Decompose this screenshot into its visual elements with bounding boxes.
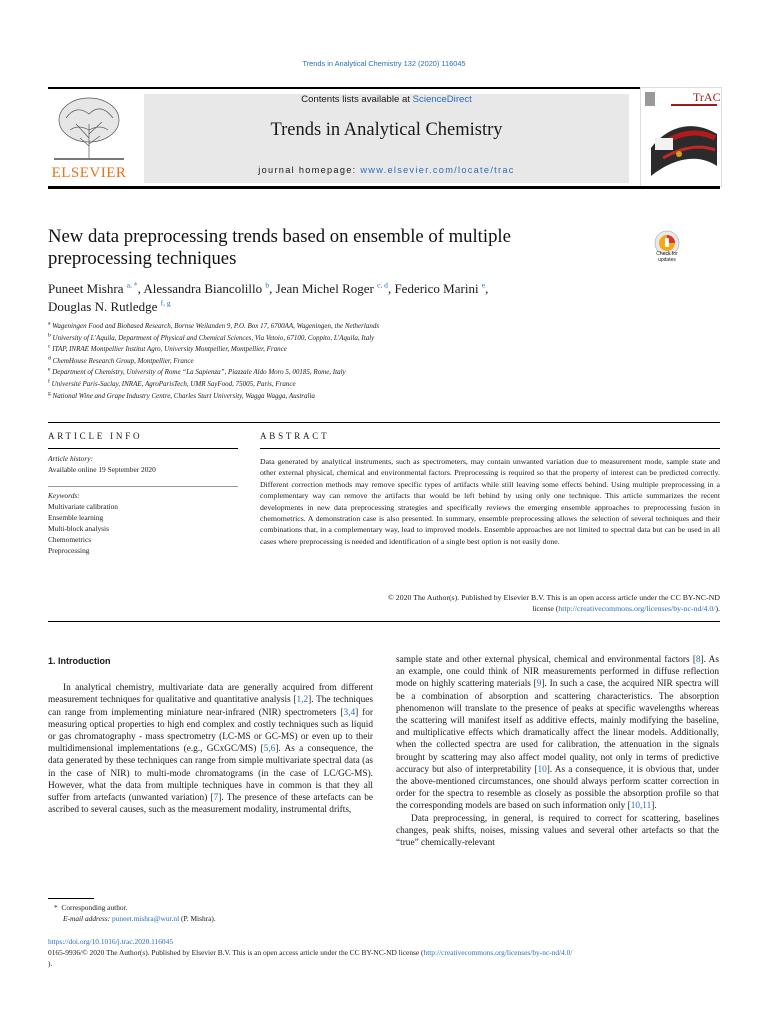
author-separator: , (485, 281, 489, 296)
author-separator: , (137, 281, 144, 296)
affiliation-text: ChemHouse Research Group, Montpellier, France (50, 356, 194, 365)
header-rule-bottom (48, 186, 720, 189)
author-name: Douglas N. Rutledge (48, 299, 158, 314)
issn-line (48, 948, 720, 970)
affiliation-text: National Wine and Grape Industry Centre, Charles Sturt University, Wagga Wagga, Australia (50, 391, 315, 400)
body-text: ]. As a consequence, it is obvious that, under the above-mentioned circumstances, one should always perform scatter correction in order for the spectra to resemble as closely as possible the absorption profile so that the corresponding models are based on such information only [ (396, 764, 719, 812)
keyword: Ensemble learning (48, 512, 104, 522)
body-text: ]. The presence of these artefacts can be ascribed to several causes, such as the measurement modality, instrumental drifts, (48, 793, 373, 816)
affiliation-text: ITAP, INRAE Montpellier Institut Agro, University Montpellier, Montpellier, France (50, 345, 287, 354)
affiliation-marker: b (48, 332, 51, 339)
author-separator: , (387, 281, 395, 296)
homepage-prefix: journal homepage: (258, 165, 361, 175)
keyword: Multivariate calibration (48, 502, 118, 511)
keywords-rule (48, 486, 238, 487)
body-text: sample state and other external physical, chemical and environmental factors [ (396, 655, 696, 665)
body-right-column (396, 654, 719, 849)
contents-line (144, 94, 629, 105)
issn-post: ). (48, 958, 53, 968)
footnote (54, 903, 374, 925)
citation-link[interactable]: 1,2 (296, 695, 309, 706)
author-affiliation-marker[interactable]: b (265, 280, 270, 290)
cover-label: TrAC (693, 90, 721, 104)
keywords-label: Keywords: (48, 491, 80, 500)
citation-link[interactable]: 10,11 (630, 801, 652, 812)
keyword: Preprocessing (48, 545, 90, 555)
body-text: ]. As an example, one could think of NIR measurements performed in diffuse reflection mode on highly scattering materials [ (396, 655, 719, 690)
section-heading: 1. Introduction (48, 656, 111, 666)
citation-link[interactable]: 7 (213, 793, 219, 804)
body-text: ] for measuring optical properties to high end complex and costly techniques such as liquid or gas chromatography - mass spectrometry (LC-MS or GC-MS) or even up to their multidimensional implementations (e.g., GCxGC/MS) [ (48, 707, 373, 755)
affiliation-marker: a (48, 320, 51, 327)
journal-reference[interactable]: Trends in Analytical Chemistry 132 (2020) 116045 (302, 59, 466, 68)
corresponding-author-note: Corresponding author. (61, 903, 128, 912)
affiliation-item (48, 321, 720, 333)
crossmark-label: Check for updates (656, 251, 678, 263)
issn-text: 0165-9936/© 2020 The Author(s). Published by Elsevier B.V. This is an open access article under the CC BY-NC-ND license ( (48, 948, 424, 957)
body-paragraph: Data preprocessing, in general, is required to correct for scattering, baselines changes, peak shifts, noises, missing values and several other artefacts so that the “true” chemically-relevant (396, 813, 719, 849)
keyword: Chemometrics (48, 534, 92, 544)
footnote-rule (48, 898, 94, 899)
keyword-list (48, 502, 118, 557)
affiliation-text: Department of Chemistry, University of Rome “La Sapienza”, Piazzale Aldo Moro 5, 00185, Rome, Italy (50, 368, 346, 377)
body-text: ]. (651, 801, 657, 812)
author-name: Puneet Mishra (48, 281, 124, 296)
affiliation-item (48, 356, 720, 368)
affiliation-item (48, 367, 720, 379)
body-rule (48, 621, 720, 622)
citation-link[interactable]: 3,4 (343, 707, 356, 718)
affiliation-marker: c (48, 343, 51, 350)
body-text: ]. As a consequence, the data generated by these techniques can range from simple multivariate spectral data (as in the case of NIR) to multi-mode chromatograms (in the case of LC/GC-MS). However, what the data from multiple techniques have in common is that they all suffer from artefacts (unwanted variation) [ (48, 744, 373, 804)
body-text: ]. In such a case, the acquired NIR spectra will be a combination of absorption and scattering characteristics. The absorption phenomenon will translate to the presence of peaks at specific wavelengths whereas the scattering will manifest itself as additive effects, mainly modifying the baseline, and multiplicative effects which dramatically affect the linear models. Additionally, when the collected spectra are used for calibration, the attenuation in the signals brought by scattering may also affect model quality, not only in terms of predictive accuracy but also of interpretability [ (396, 679, 719, 775)
affiliation-marker: f (48, 378, 50, 385)
email-label: E-mail address: (63, 913, 111, 923)
copyright-pre: license ( (532, 604, 559, 614)
author-list (48, 280, 608, 316)
email-owner: (P. Mishra). (181, 913, 216, 923)
affiliation-text: Wageningen Food and Biobased Research, Bornse Weilanden 9, P.O. Box 17, 6700AA, Wageningen, the Netherlands (50, 322, 380, 330)
affiliation-marker: e (48, 367, 51, 374)
affiliation-item (48, 344, 720, 356)
abstract-copyright (260, 592, 720, 615)
sciencedirect-link[interactable]: ScienceDirect (412, 94, 472, 105)
header-rule-top (48, 87, 720, 89)
footnote-marker: * (54, 903, 58, 912)
citation-link[interactable]: 9 (536, 679, 542, 690)
elsevier-wordmark: ELSEVIER (51, 165, 127, 181)
body-left-column (48, 655, 373, 816)
author-name: Jean Michel Roger (275, 281, 374, 296)
footer-license-link[interactable]: http://creativecommons.org/licenses/by-nc-nd/4.0/ (423, 948, 573, 957)
intro-paragraph (48, 682, 373, 816)
affiliation-marker: d (48, 355, 51, 362)
article-info-rule (48, 448, 238, 449)
author-name: Alessandra Biancolillo (143, 281, 263, 296)
author-affiliation-marker[interactable]: f, g (160, 298, 171, 308)
homepage-link[interactable]: www.elsevier.com/locate/trac (360, 165, 515, 175)
affiliation-text: Université Paris-Saclay, INRAE, AgroParisTech, UMR SayFood, 75005, Paris, France (49, 379, 296, 388)
citation-link[interactable]: 10 (537, 764, 547, 775)
article-info-heading: ARTICLE INFO (48, 431, 143, 441)
abstract-text: Data generated by analytical instruments, such as spectrometers, may contain unwanted variation due to measurement mode, sample state and other external physical, chemical and environmental factors. Preprocessing is required so that the property of interest can be predicted correctly. Different correction methods may remove specific types of artifacts while still leaving some effects behind. Using multiple preprocessing in a complementary way can remove the artifacts that would be left behind by using only one technique. This article summarizes the recent developments in new data preprocessing strategies and specifically reviews the emerging ensemble approaches to preprocessing fusion in chemometrics. A demonstration case is also presented. In summary, ensemble preprocessing allows the selection of several techniques and their combinations that, in a complementary way, lead to improved models. Ensemble approaches are not limited to spectral data but can be used in all cases where preprocessing is needed and identification of a single best option is not easily done. (260, 457, 720, 546)
body-text: ]. The techniques can range from implementing miniature near-infrared (NIR) spectrometers [ (48, 695, 373, 718)
copyright-line: © 2020 The Author(s). Published by Elsevier B.V. This is an open access article under the CC BY-NC-ND (387, 593, 720, 602)
affiliation-marker: g (48, 390, 51, 397)
journal-title: Trends in Analytical Chemistry (270, 120, 503, 140)
keyword: Multi-block analysis (48, 523, 109, 533)
author-affiliation-marker[interactable]: e (481, 280, 486, 290)
author-affiliation-marker[interactable]: a, * (126, 280, 138, 290)
citation-link[interactable]: 8 (695, 655, 701, 665)
journal-homepage (144, 165, 629, 175)
affiliation-text: University of L'Aquila, Department of Physical and Chemical Sciences, Via Vetoio, 67100, Coppito, L'Aquila, Italy (50, 333, 375, 342)
affiliation-list (48, 321, 720, 402)
affiliation-item (48, 379, 720, 391)
contents-prefix: Contents lists available at (301, 94, 413, 105)
check-for-updates-badge[interactable] (649, 229, 685, 267)
article-history-value: Available online 19 September 2020 (48, 465, 156, 474)
body-paragraph (396, 654, 719, 813)
abstract-rule (260, 448, 720, 449)
email-link[interactable]: puneet.mishra@wur.nl (112, 913, 180, 923)
affiliation-item (48, 333, 720, 345)
license-link[interactable]: http://creativecommons.org/licenses/by-nc-nd/4.0/ (558, 604, 716, 614)
section-rule (48, 422, 720, 423)
author-affiliation-marker[interactable]: c, d (377, 280, 388, 290)
article-history-label: Article history: (48, 454, 93, 463)
abstract-heading: ABSTRACT (260, 431, 330, 441)
journal-cover-image (640, 87, 722, 187)
body-text: In analytical chemistry, multivariate data are generally acquired from different measurement techniques for qualitative and quantitative analysis [ (48, 683, 373, 706)
doi-link[interactable]: https://doi.org/10.1016/j.trac.2020.116045 (48, 937, 174, 946)
author-name: Federico Marini (394, 281, 479, 296)
copyright-post: ). (715, 604, 720, 614)
author-separator: , (269, 281, 276, 296)
affiliation-item (48, 391, 720, 403)
article-title: New data preprocessing trends based on ensemble of multiple preprocessing techniques (48, 226, 511, 269)
citation-link[interactable]: 5,6 (263, 744, 276, 755)
